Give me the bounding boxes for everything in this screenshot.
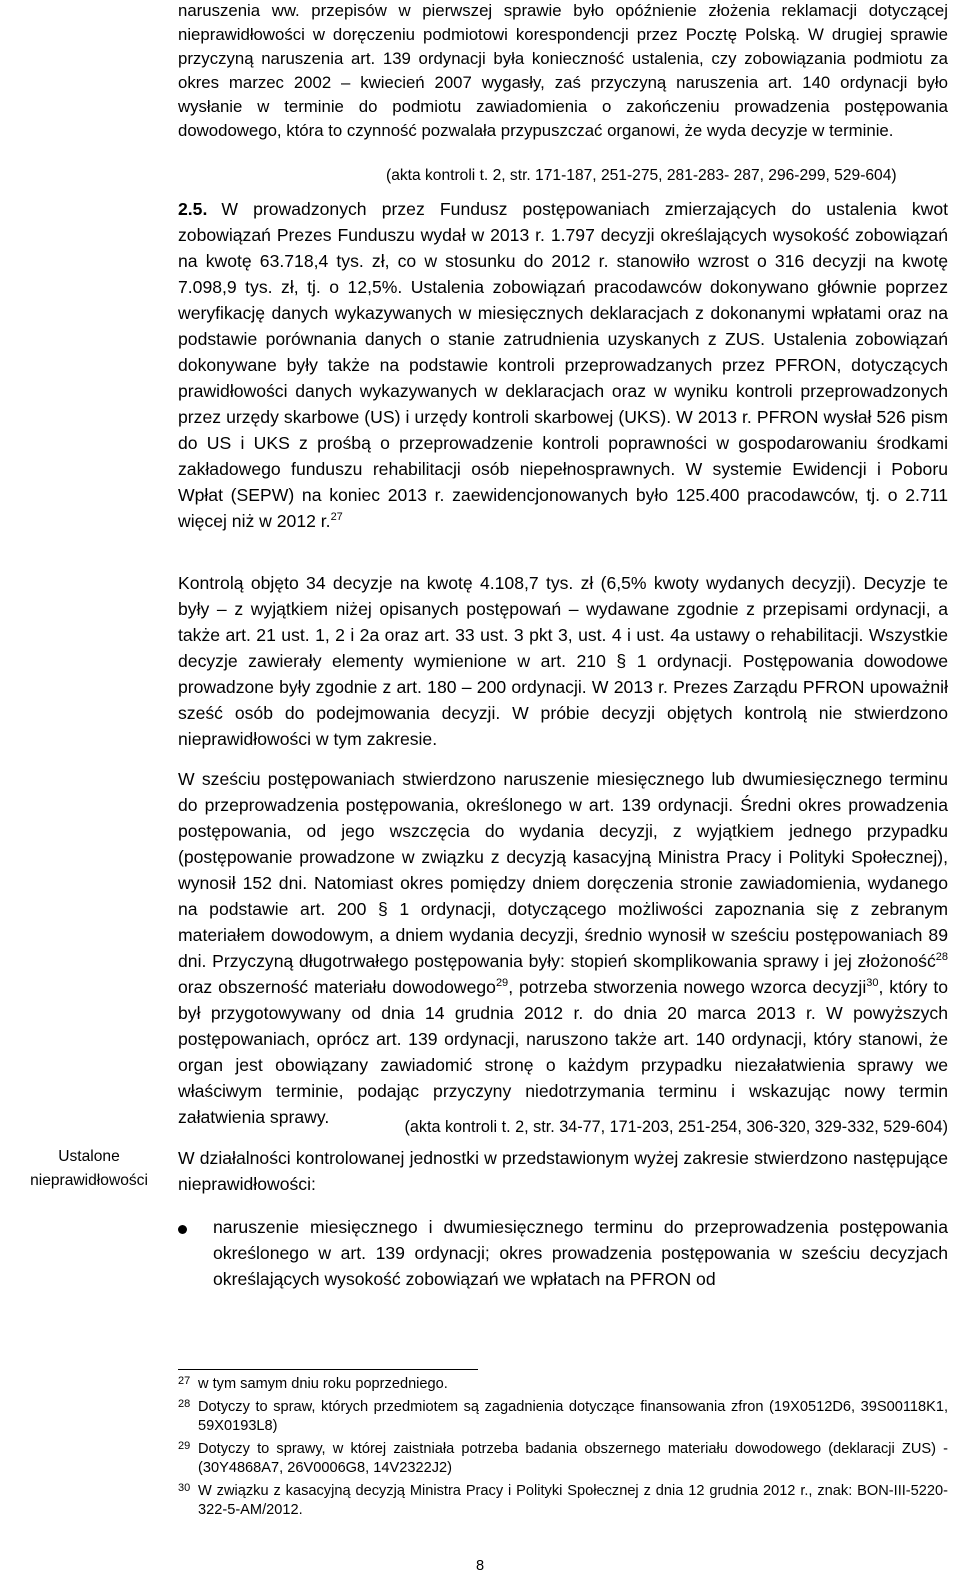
footnote-text: W związku z kasacyjną decyzją Ministra Pracy i Polityki Społecznej z dnia 12 grudnia 2012 r., znak: BON-III-5220-322-5-AM/2012. [198, 1483, 948, 1518]
intro-paragraph: naruszenia ww. przepisów w pierwszej sprawie było opóźnienie złożenia reklamacji dotyczącej nieprawidłowości w doręczeniu podmiotowi korespondencji przez Pocztę Polską. W drugiej sprawie przyczyną naruszenia art. 139 ordynacji była konieczność ustalenia, czy zobowiązania podmiotu za okres marzec 2002 – kwiecień 2007 wygasły, zaś przyczyną naruszenia art. 140 ordynacji było wysłanie w terminie do podmiotu zawiadomienia o zakończeniu prowadzenia postępowania dowodowego, która to czynność pozwalała przypuszczać organowi, że wyda decyzje w terminie. [178, 1, 948, 140]
kontrola-text-d: , który to był przygotowywany od dnia 14 grudnia 2012 r. do dnia 20 marca 2013 r. W powyższych postępowaniach, oprócz art. 139 ordynacji, naruszono także art. 140 ordynacji, który stanowi, że organ jest obowiązany zawiadomić stronę o każdym przypadku niezałatwienia sprawy we właściwym terminie, podając przyczyny niedotrzymania terminu i wskazując nowy termin załatwienia sprawy. [178, 977, 948, 1127]
footnote-mark: 29 [178, 1440, 191, 1452]
footnote [178, 1440, 948, 1478]
footnote-ref-28[interactable]: 28 [935, 951, 948, 963]
footnote-text: Dotyczy to spraw, których przedmiotem są zagadnienia dotyczące finansowania zfron (19X0512D6, 39S00118K1, 59X0193L8) [198, 1399, 948, 1434]
bullet-text: naruszenie miesięcznego i dwumiesięcznego terminu do przeprowadzenia postępowania określonego w art. 139 ordynacji; okres prowadzenia postępowania w sześciu decyzjach określających wysokość zobowiązań we wpłatach na PFRON od [213, 1217, 948, 1289]
kontrola-text-b: oraz obszerność materiału dowodowego [178, 977, 496, 997]
section-2-5-text: W prowadzonych przez Fundusz postępowaniach zmierzających do ustalenia kwot zobowiązań Prezes Funduszu wydał w 2013 r. 1.797 decyzji określających wysokość zobowiązań na kwotę 63.718,4 tys. zł, co w stosunku do 2012 r. stanowiło wzrost o 316 decyzji na kwotę 7.098,9 tys. zł, tj. o 12,5%. Ustalenia zobowiązań pracodawców dokonywano głównie poprzez weryfikację danych wykazywanych w miesięcznych deklaracjach z dokonanymi wpłatami oraz na podstawie porównania danych o stanie zatrudnienia uzyskanych z ZUS. Ustalenia zobowiązań dokonywane były także na podstawie kontroli przeprowadzanych przez PFRON, dotyczących prawidłowości danych wykazywanych w deklaracjach oraz w wyniku kontroli przeprowadzonych przez urzędy skarbowe (US) i urzędy kontroli skarbowej (UKS). W 2013 r. PFRON wysłał 526 pism do US i UKS z prośbą o przeprowadzenie kontroli poprawności w gospodarowaniu środkami zakładowego funduszu rehabilitacji osób niepełnosprawnych. W systemie Ewidencji i Poboru Wpłat (SEPW) na koniec 2013 r. zaewidencjonowanych było 125.400 pracodawców, tj. o 2.711 więcej niż w 2012 r. [178, 199, 948, 531]
kontrola-paragraph-1: Kontrolą objęto 34 decyzje na kwotę 4.108,7 tys. zł (6,5% kwoty wydanych decyzji). Decyzje te były – z wyjątkiem niżej opisanych postępowań – wydawane zgodnie z przepisami ordynacji, a także art. 21 ust. 1, 2 i 2a oraz art. 33 ust. 3 pkt 3, ust. 4 i ust. 4a ustawy o rehabilitacji. Wszystkie decyzje zawierały elementy wymienione w art. 210 § 1 ordynacji. Postępowania dowodowe prowadzone były zgodnie z art. 180 – 200 ordynacji. W 2013 r. Prezes Zarządu PFRON upoważnił sześć osób do podejmowania decyzji. W próbie decyzji objętych kontrolą nie stwierdzono nieprawidłowości w tym zakresie. [178, 573, 948, 749]
footnote-text: Dotyczy to sprawy, w której zaistniała potrzeba badania obszernego materiału dowodowego (deklaracji ZUS) - (30Y4868A7, 26V0006G8, 14V2322J2) [198, 1441, 948, 1476]
bullet-icon [178, 1225, 187, 1234]
footnote [178, 1482, 948, 1520]
intro-block [178, 0, 948, 143]
page-number: 8 [475, 1558, 485, 1574]
footnote-ref-29[interactable]: 29 [495, 977, 509, 989]
terminy-block [178, 766, 948, 1130]
footnote-mark: 27 [178, 1375, 191, 1387]
section-number: 2.5. [178, 199, 208, 219]
footnote-mark: 28 [178, 1398, 191, 1410]
section-2-5 [178, 196, 948, 534]
sidebar-label-line-2: nieprawidłowości [30, 1172, 148, 1189]
kontrola-block [178, 570, 948, 752]
kontrola-reference: (akta kontroli t. 2, str. 34-77, 171-203, 251-254, 306-320, 329-332, 529-604) [404, 1118, 948, 1136]
section-2-5-paragraph [178, 196, 948, 534]
footnote-ref-27[interactable]: 27 [330, 511, 343, 523]
kontrola-text-a: W sześciu postępowaniach stwierdzono naruszenie miesięcznego lub dwumiesięcznego terminu do przeprowadzenia postępowania, określonego w art. 139 ordynacji. Średni okres prowadzenia postępowania, od jego wszczęcia do wydania decyzji, z wyjątkiem jednego przypadku (postępowanie prowadzone w związku z decyzją kasacyjną Ministra Pracy i Polityki Społecznej), wynosił 152 dni. Natomiast okres pomiędzy dniem doręczenia stronie zawiadomienia, wydanego na podstawie art. 200 § 1 ordynacji, dotyczącego możliwości zapoznania się z zebranym materiałem dowodowym, a dniem wydania decyzji, średnio wynosił w sześciu postępowaniach 89 dni. Przyczyną długotrwałego postępowania były: stopień skomplikowania sprawy i jej złożoność [178, 769, 948, 971]
bullet-list-item [178, 1214, 948, 1292]
kontrola-paragraph-2 [178, 766, 948, 1130]
footnote-text: w tym samym dniu roku poprzedniego. [198, 1376, 448, 1392]
dzialalnosc-paragraph: W działalności kontrolowanej jednostki w przedstawionym wyżej zakresie stwierdzono następujące nieprawidłowości: [178, 1148, 948, 1194]
footnote-ref-30[interactable]: 30 [866, 977, 879, 989]
intro-reference: (akta kontroli t. 2, str. 171-187, 251-275, 281-283- 287, 296-299, 529-604) [386, 167, 897, 184]
footnote-separator [178, 1369, 478, 1370]
footnote-mark: 30 [178, 1482, 191, 1494]
footnote [178, 1375, 948, 1394]
footnote [178, 1398, 948, 1436]
kontrola-text-c: , potrzeba stworzenia nowego wzorca decyzji [508, 977, 867, 997]
sidebar-label [14, 1145, 164, 1193]
dzialalnosc-block [178, 1145, 948, 1197]
footnotes [178, 1375, 948, 1524]
sidebar-label-line-1: Ustalone [58, 1148, 120, 1165]
